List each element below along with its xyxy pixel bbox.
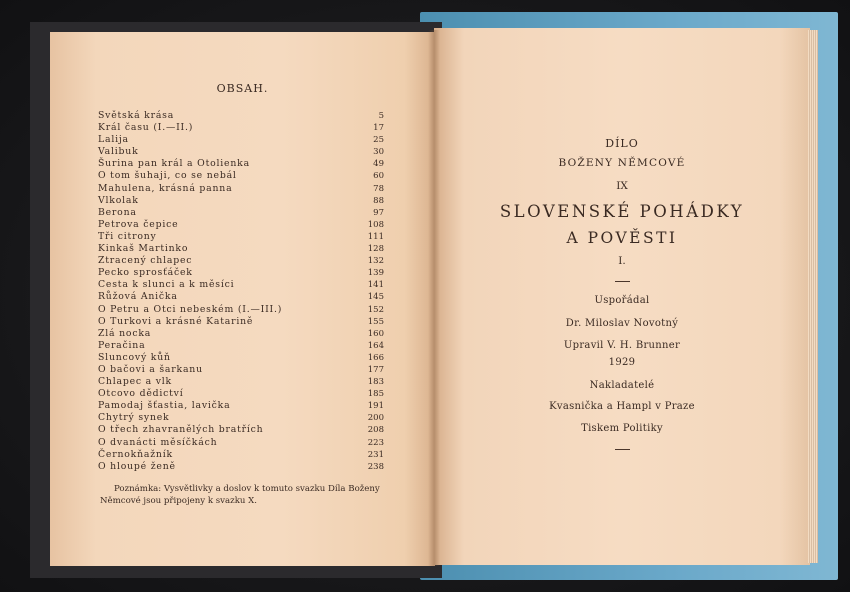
entry-title: O hloupé ženě [98,460,176,472]
entry-title: Sluncový kůň [98,351,171,363]
contents-entry [98,158,384,170]
contents-entry [98,243,384,255]
entry-page: 231 [367,449,384,460]
entry-page: 139 [367,268,384,279]
author-name: BOŽENY NĚMCOVÉ [558,157,686,169]
entry-title: Král času (I.—II.) [98,122,194,134]
arranged-by-name: Dr. Miloslav Novotný [565,318,679,329]
entry-title: Mahulena, krásná panna [98,182,233,194]
entry-title: O třech zhavranělých bratřích [98,424,264,436]
entry-title: O tom šuhaji, co se nebál [98,170,237,182]
entry-page: 88 [373,195,384,206]
book-title-line2: A POVĚSTI [566,229,678,247]
contents-entry [98,364,384,376]
part-number: I. [618,255,626,267]
entry-title: Petrova čepice [98,218,179,230]
entry-title: Ztracený chlapec [98,255,193,267]
entry-title: Šurina pan král a Otolienka [98,158,250,170]
entry-page: 78 [373,183,384,194]
printer: Tiskem Politiky [581,423,663,434]
entry-page: 128 [367,244,384,255]
contents-entry [98,388,384,400]
entry-page: 132 [367,256,384,267]
contents-entry [98,304,384,316]
entry-page: 191 [367,401,384,412]
entry-page: 111 [367,231,384,242]
contents-entry [98,195,384,207]
contents-entry [98,267,384,279]
entry-title: Světská krása [98,110,175,121]
entry-page: 166 [367,352,384,363]
contents-entry [98,255,384,267]
entry-page: 152 [367,304,384,315]
book-title-line1: SLOVENSKÉ POHÁDKY [499,202,745,221]
contents-entry [98,316,384,328]
entry-page: 185 [367,389,384,400]
divider-rule [615,449,630,450]
entry-page: 200 [367,413,384,424]
contents-note: Poznámka: Vysvětlivky a doslov k tomuto svazku Díla Boženy Němcové jsou připojeny k svazku X. [100,484,380,506]
contents-entry [98,461,384,473]
publication-year: 1929 [608,357,636,368]
contents-entry [98,207,384,219]
entry-page: 30 [373,147,384,158]
series-label: DÍLO [605,137,639,150]
entry-page: 155 [367,316,384,327]
contents-entry [98,437,384,449]
arranged-by-label: Uspořádal [594,295,650,306]
contents-entry [98,449,384,461]
entry-title: Chlapec a vlk [98,376,172,388]
entry-title: Pecko sprosťáček [98,267,193,279]
contents-entry [98,340,384,352]
contents-entry [98,352,384,364]
publishers-label: Nakladatelé [589,380,655,391]
entry-page: 223 [367,437,384,448]
contents-entry [98,279,384,291]
entry-title: Pamodaj šťastia, lavička [98,400,231,412]
entry-page: 60 [373,171,384,182]
contents-entry [98,183,384,195]
contents-heading: OBSAH. [216,82,269,95]
entry-title: O bačovi a šarkanu [98,363,203,375]
contents-entry [98,376,384,388]
entry-page: 145 [367,292,384,303]
entry-title: Chytrý synek [98,412,170,424]
contents-entry [98,146,384,158]
publishers-name: Kvasnička a Hampl v Praze [549,401,695,412]
entry-title: Růžová Anička [98,291,178,303]
entry-page: 208 [367,425,384,436]
entry-title: Lalija [98,134,129,146]
contents-entry [98,291,384,303]
contents-entry [98,231,384,243]
volume-number: IX [616,180,628,192]
entry-title: Cesta k slunci a k měsíci [98,279,235,291]
entry-page: 177 [367,364,384,375]
entry-page: 164 [367,340,384,351]
edited-by: Upravil V. H. Brunner [563,340,681,351]
entry-page: 238 [367,461,384,472]
entry-title: Zlá nocka [98,327,152,339]
entry-page: 17 [373,123,384,134]
contents-entry [98,328,384,340]
contents-entry [98,219,384,231]
contents-list [98,110,384,473]
entry-title: O Petru a Otci nebeském (I.—III.) [98,303,283,315]
entry-title: Černokňažník [98,448,173,460]
contents-entry [98,400,384,412]
entry-title: Otcovo dědictví [98,388,184,400]
entry-page: 160 [367,328,384,339]
entry-title: Kinkaš Martinko [98,243,189,255]
contents-entry [98,424,384,436]
entry-page: 25 [373,135,384,146]
entry-title: Berona [98,206,137,218]
contents-entry [98,122,384,134]
divider-rule [615,281,630,282]
entry-page: 108 [367,219,384,230]
contents-entry [98,170,384,182]
entry-title: Peračina [98,339,146,351]
entry-title: O Turkovi a krásné Katarině [98,315,254,327]
contents-entry [98,134,384,146]
entry-page: 97 [373,207,384,218]
entry-title: Valibuk [98,146,139,158]
entry-title: Tři citrony [98,230,157,242]
entry-page: 49 [373,159,384,170]
contents-entry [98,412,384,424]
entry-title: Vlkolak [98,194,139,206]
entry-page: 183 [367,377,384,388]
entry-page: 5 [378,111,384,121]
entry-title: O dvanácti měsíčkách [98,436,218,448]
contents-entry [98,110,384,122]
entry-page: 141 [367,280,384,291]
